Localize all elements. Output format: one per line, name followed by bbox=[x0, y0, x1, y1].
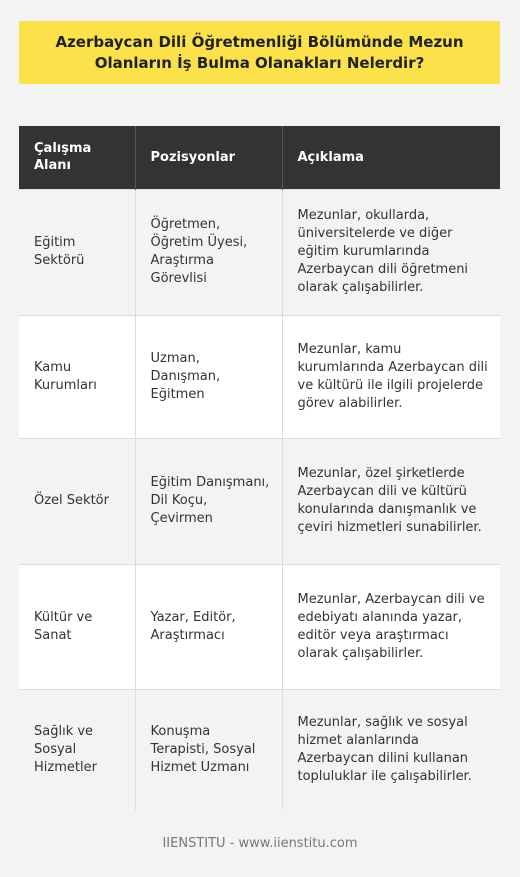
area-cell: Eğitim Sektörü bbox=[19, 189, 135, 315]
table-header-row bbox=[19, 126, 500, 189]
table-row bbox=[19, 189, 500, 315]
footer-credit: IIENSTITU - www.iienstitu.com bbox=[162, 836, 358, 851]
column-header-area: Çalışma Alanı bbox=[19, 126, 135, 189]
table-row bbox=[19, 438, 500, 564]
area-cell: Özel Sektör bbox=[19, 438, 135, 564]
positions-cell: Konuşma Terapisti, Sosyal Hizmet Uzmanı bbox=[135, 689, 282, 810]
table-row bbox=[19, 689, 500, 810]
job-opportunities-table bbox=[19, 126, 500, 810]
page-title: Azerbaycan Dili Öğretmenliği Bölümünde Mezun Olanların İş Bulma Olanakları Nelerdir? bbox=[55, 32, 464, 72]
area-cell: Sağlık ve Sosyal Hizmetler bbox=[19, 689, 135, 810]
column-header-positions: Pozisyonlar bbox=[135, 126, 282, 189]
table-row bbox=[19, 564, 500, 689]
area-cell: Kamu Kurumları bbox=[19, 315, 135, 438]
title-banner bbox=[19, 21, 500, 84]
positions-cell: Yazar, Editör, Araştırmacı bbox=[135, 564, 282, 689]
description-cell: Mezunlar, özel şirketlerde Azerbaycan dili ve kültürü konularında danışmanlık ve çeviri hizmetleri sunabilirler. bbox=[282, 438, 500, 564]
description-cell: Mezunlar, kamu kurumlarında Azerbaycan dili ve kültürü ile ilgili projelerde görev alabilirler. bbox=[282, 315, 500, 438]
column-header-description: Açıklama bbox=[282, 126, 500, 189]
description-cell: Mezunlar, sağlık ve sosyal hizmet alanlarında Azerbaycan dilini kullanan topluluklar ile çalışabilirler. bbox=[282, 689, 500, 810]
positions-cell: Eğitim Danışmanı, Dil Koçu, Çevirmen bbox=[135, 438, 282, 564]
description-cell: Mezunlar, okullarda, üniversitelerde ve diğer eğitim kurumlarında Azerbaycan dili öğretmeni olarak çalışabilirler. bbox=[282, 189, 500, 315]
description-cell: Mezunlar, Azerbaycan dili ve edebiyatı alanında yazar, editör veya araştırmacı olarak çalışabilirler. bbox=[282, 564, 500, 689]
positions-cell: Uzman, Danışman, Eğitmen bbox=[135, 315, 282, 438]
area-cell: Kültür ve Sanat bbox=[19, 564, 135, 689]
table-row bbox=[19, 315, 500, 438]
positions-cell: Öğretmen, Öğretim Üyesi, Araştırma Görevlisi bbox=[135, 189, 282, 315]
